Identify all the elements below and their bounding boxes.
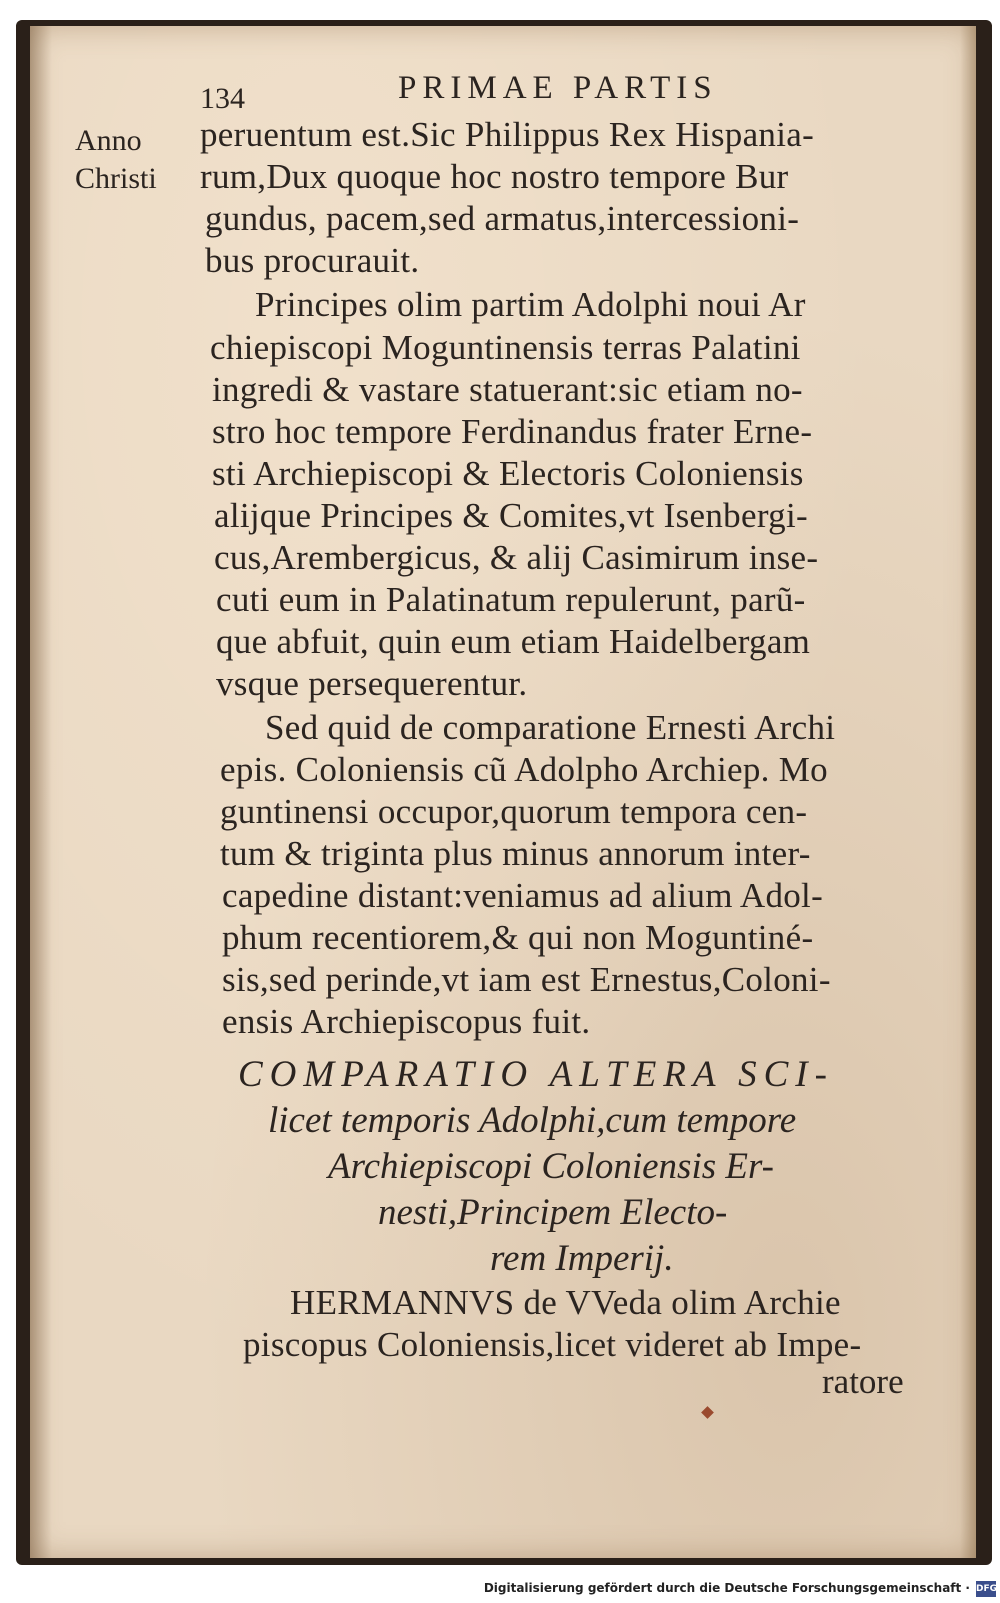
- body-line: rum,Dux quoque hoc nostro tempore Bur: [200, 157, 789, 196]
- body-line: capedine distant:veniamus ad alium Adol-: [222, 876, 824, 915]
- running-head: PRIMAE PARTIS: [398, 70, 718, 106]
- body-line: phum recentiorem,& qui non Moguntiné-: [222, 918, 814, 957]
- page-binding-shadow: [30, 26, 52, 1558]
- body-line: que abfuit, quin eum etiam Haidelbergam: [216, 622, 811, 661]
- section-heading-line: licet temporis Adolphi,cum tempore: [268, 1100, 797, 1141]
- body-line: sti Archiepiscopi & Electoris Coloniensis: [212, 454, 804, 493]
- body-line: HERMANNVS de VVeda olim Archie: [290, 1283, 841, 1322]
- section-heading-line: rem Imperij.: [490, 1238, 674, 1279]
- body-line: chiepiscopi Moguntinensis terras Palatini: [210, 328, 801, 367]
- section-heading-line: Archiepiscopi Coloniensis Er-: [328, 1146, 774, 1187]
- body-line: Principes olim partim Adolphi noui Ar: [255, 285, 806, 324]
- body-line: cuti eum in Palatinatum repulerunt, parũ-: [216, 580, 806, 619]
- body-line: gundus, pacem,sed armatus,intercessioni-: [205, 199, 800, 238]
- margin-note-line-1: Anno: [75, 124, 142, 157]
- catchword: ratore: [822, 1362, 904, 1401]
- margin-note: [75, 122, 185, 198]
- body-line: vsque persequerentur.: [216, 664, 528, 703]
- body-line: Sed quid de comparatione Ernesti Archi: [265, 708, 836, 747]
- body-line: guntinensi occupor,quorum tempora cen-: [220, 792, 808, 831]
- body-line: tum & triginta plus minus annorum inter-: [220, 834, 811, 873]
- body-line: sis,sed perinde,vt iam est Ernestus,Coloni-: [222, 960, 831, 999]
- body-line: peruentum est.Sic Philippus Rex Hispania-: [200, 115, 815, 154]
- body-line: bus procurauit.: [205, 241, 420, 280]
- digitization-credit: Digitalisierung gefördert durch die Deutsche Forschungsgemeinschaft ·: [483, 1581, 970, 1595]
- body-line: cus,Arembergicus, & alij Casimirum inse-: [214, 538, 819, 577]
- body-line: epis. Coloniensis cũ Adolpho Archiep. Mo: [220, 750, 828, 789]
- page-fore-edge: [960, 26, 976, 1558]
- section-heading-line: COMPARATIO ALTERA SCI-: [238, 1054, 834, 1095]
- section-heading-line: nesti,Principem Electo-: [378, 1192, 728, 1233]
- body-line: alijque Principes & Comites,vt Isenbergi-: [214, 496, 808, 535]
- body-line: ensis Archiepiscopus fuit.: [222, 1002, 591, 1041]
- dfg-logo-icon: DFG: [976, 1581, 996, 1597]
- page-number: 134: [200, 82, 245, 115]
- body-line: ingredi & vastare statuerant:sic etiam no-: [212, 370, 803, 409]
- body-line: piscopus Coloniensis,licet videret ab Impe-: [243, 1325, 862, 1364]
- body-line: stro hoc tempore Ferdinandus frater Erne-: [212, 412, 813, 451]
- margin-note-line-2: Christi: [75, 162, 157, 195]
